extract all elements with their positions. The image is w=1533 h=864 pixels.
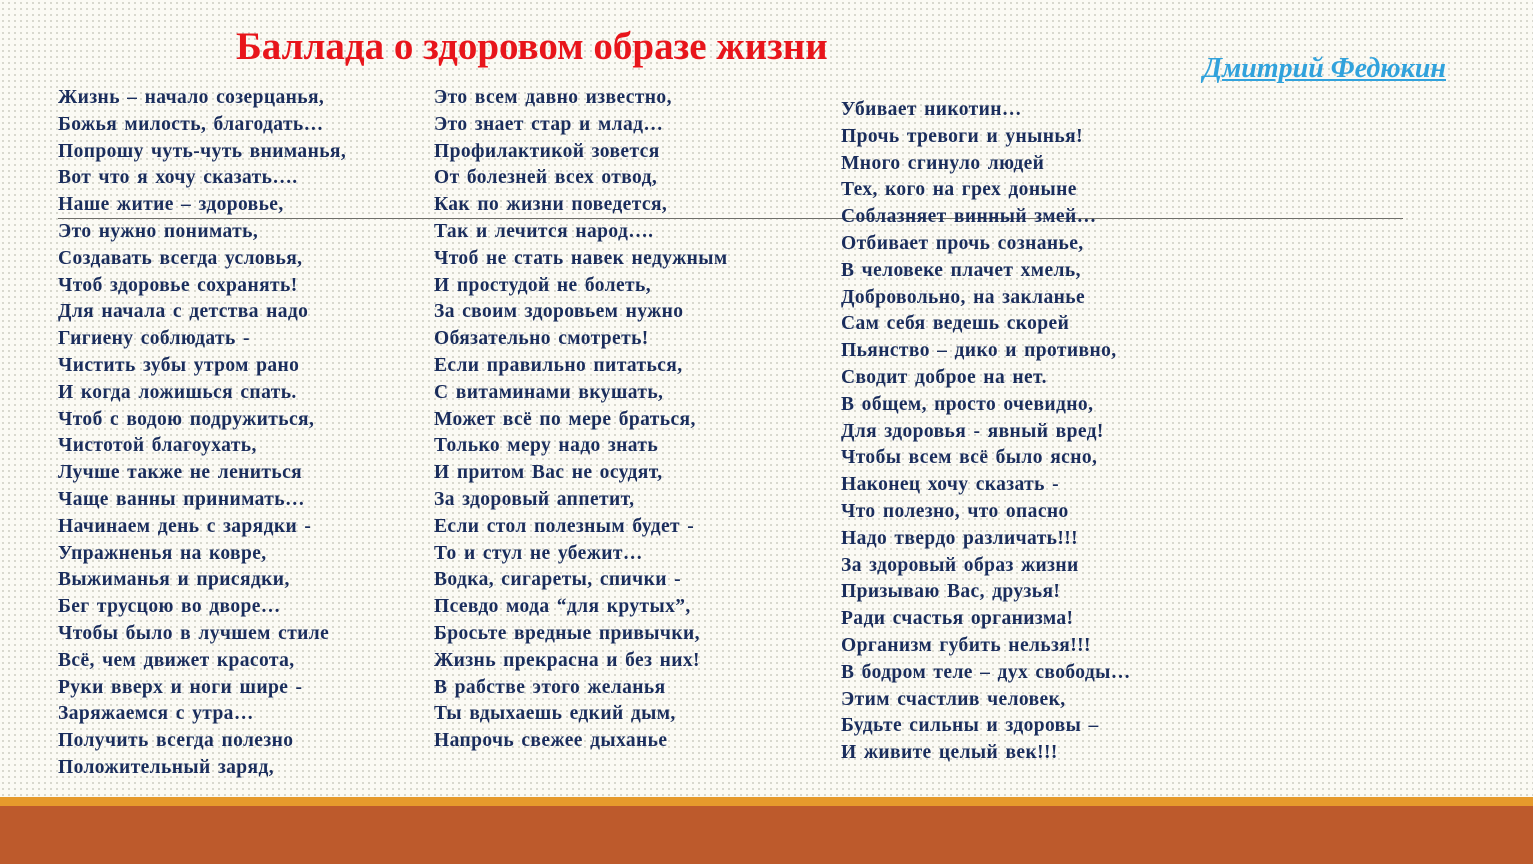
- poem-line: Это знает стар и млад…: [434, 113, 664, 135]
- poem-line: Ты вдыхаешь едкий дым,: [434, 703, 676, 725]
- poem-line: Так и лечится народ….: [434, 220, 654, 242]
- poem-line: Пьянство – дико и противно,: [841, 340, 1117, 362]
- poem-line: Будьте сильны и здоровы –: [841, 715, 1099, 737]
- poem-line: Водка, сигареты, спички -: [434, 569, 682, 591]
- poem-line: Положительный заряд,: [58, 756, 275, 778]
- poem-line: Соблазняет винный змей…: [841, 206, 1097, 228]
- poem-line: Сам себя ведешь скорей: [841, 313, 1070, 335]
- poem-line: Руки вверх и ноги шире -: [58, 676, 303, 698]
- poem-line: Лучше также не лениться: [58, 462, 303, 484]
- poem-line: Вот что я хочу сказать….: [58, 167, 298, 189]
- poem-line: Чистить зубы утром рано: [58, 354, 300, 376]
- poem-line: Надо твердо различать!!!: [841, 527, 1079, 549]
- poem-line: Чтобы было в лучшем стиле: [58, 622, 330, 644]
- poem-line: Если правильно питаться,: [434, 354, 683, 376]
- poem-line: Тех, кого на грех доныне: [841, 179, 1077, 201]
- poem-line: Получить всегда полезно: [58, 730, 294, 752]
- poem-line: За здоровый аппетит,: [434, 488, 635, 510]
- poem-line: Жизнь прекрасна и без них!: [434, 649, 700, 671]
- poem-column-2: [434, 85, 728, 755]
- poem-line: Для здоровья - явный вред!: [841, 420, 1104, 442]
- poem-line: Обязательно смотреть!: [434, 328, 649, 350]
- poem-line: И притом Вас не осудят,: [434, 462, 663, 484]
- poem-line: Чтоб здоровье сохранять!: [58, 274, 298, 296]
- poem-line: Создавать всегда условья,: [58, 247, 303, 269]
- poem-column-1: [58, 85, 346, 782]
- poem-line: Божья милость, благодать…: [58, 113, 324, 135]
- poem-line: Если стол полезным будет -: [434, 515, 695, 537]
- poem-line: Профилактикой зовется: [434, 140, 660, 162]
- poem-line: Чаще ванны принимать…: [58, 488, 305, 510]
- poem-line: В рабстве этого желанья: [434, 676, 666, 698]
- poem-line: И простудой не болеть,: [434, 274, 652, 296]
- poem-line: Этим счастлив человек,: [841, 688, 1066, 710]
- poem-line: Призываю Вас, друзья!: [841, 581, 1061, 603]
- poem-line: Добровольно, на закланье: [841, 286, 1086, 308]
- slide-title: Баллада о здоровом образе жизни: [236, 25, 828, 68]
- poem-line: Жизнь – начало созерцанья,: [58, 87, 325, 108]
- poem-line: Наше житие – здоровье,: [58, 194, 284, 216]
- author-link[interactable]: Дмитрий Федюкин: [1203, 53, 1446, 84]
- poem-line: Бег трусцою во дворе…: [58, 596, 281, 618]
- poem-line: Может всё по мере браться,: [434, 408, 696, 430]
- poem-line: Как по жизни поведется,: [434, 194, 668, 216]
- poem-line: Чистотой благоухать,: [58, 435, 257, 457]
- footer-bar: [0, 806, 1533, 864]
- poem-line: С витаминами вкушать,: [434, 381, 664, 403]
- poem-line: За своим здоровьем нужно: [434, 301, 684, 323]
- poem-line: Организм губить нельзя!!!: [841, 634, 1091, 656]
- poem-line: Чтоб не стать навек недужным: [434, 247, 728, 269]
- poem-line: Это нужно понимать,: [58, 220, 259, 242]
- poem-line: Для начала с детства надо: [58, 301, 309, 323]
- poem-line: Псевдо мода “для крутых”,: [434, 596, 691, 618]
- poem-line: Заряжаемся с утра…: [58, 703, 254, 725]
- poem-line: Убивает никотин…: [841, 99, 1022, 120]
- poem-line: В общем, просто очевидно,: [841, 393, 1094, 415]
- poem-line: От болезней всех отвод,: [434, 167, 658, 189]
- poem-line: Чтоб с водою подружиться,: [58, 408, 315, 430]
- poem-line: Сводит доброе на нет.: [841, 366, 1047, 388]
- poem-line: Начинаем день с зарядки -: [58, 515, 312, 537]
- poem-line: То и стул не убежит…: [434, 542, 643, 564]
- poem-line: В бодром теле – дух свободы…: [841, 661, 1131, 683]
- poem-line: Много сгинуло людей: [841, 152, 1045, 174]
- poem-line: Напрочь свежее дыханье: [434, 730, 668, 752]
- poem-line: Отбивает прочь сознанье,: [841, 232, 1084, 254]
- poem-line: Гигиену соблюдать -: [58, 328, 250, 350]
- poem-line: И когда ложишься спать.: [58, 381, 297, 403]
- poem-column-3: [841, 97, 1131, 767]
- poem-line: Прочь тревоги и унынья!: [841, 125, 1083, 147]
- poem-line: Упражненья на ковре,: [58, 542, 267, 564]
- poem-line: Наконец хочу сказать -: [841, 474, 1060, 496]
- poem-line: Что полезно, что опасно: [841, 500, 1069, 522]
- poem-line: И живите целый век!!!: [841, 742, 1058, 764]
- poem-line: Всё, чем движет красота,: [58, 649, 295, 671]
- poem-line: Выжиманья и присядки,: [58, 569, 290, 591]
- poem-line: Чтобы всем всё было ясно,: [841, 447, 1098, 469]
- poem-line: Только меру надо знать: [434, 435, 659, 457]
- poem-line: За здоровый образ жизни: [841, 554, 1079, 576]
- footer-accent-bar: [0, 797, 1533, 806]
- poem-line: Это всем давно известно,: [434, 87, 672, 108]
- poem-line: Попрошу чуть-чуть вниманья,: [58, 140, 347, 162]
- poem-line: В человеке плачет хмель,: [841, 259, 1081, 281]
- poem-line: Ради счастья организма!: [841, 608, 1074, 630]
- poem-line: Бросьте вредные привычки,: [434, 622, 700, 644]
